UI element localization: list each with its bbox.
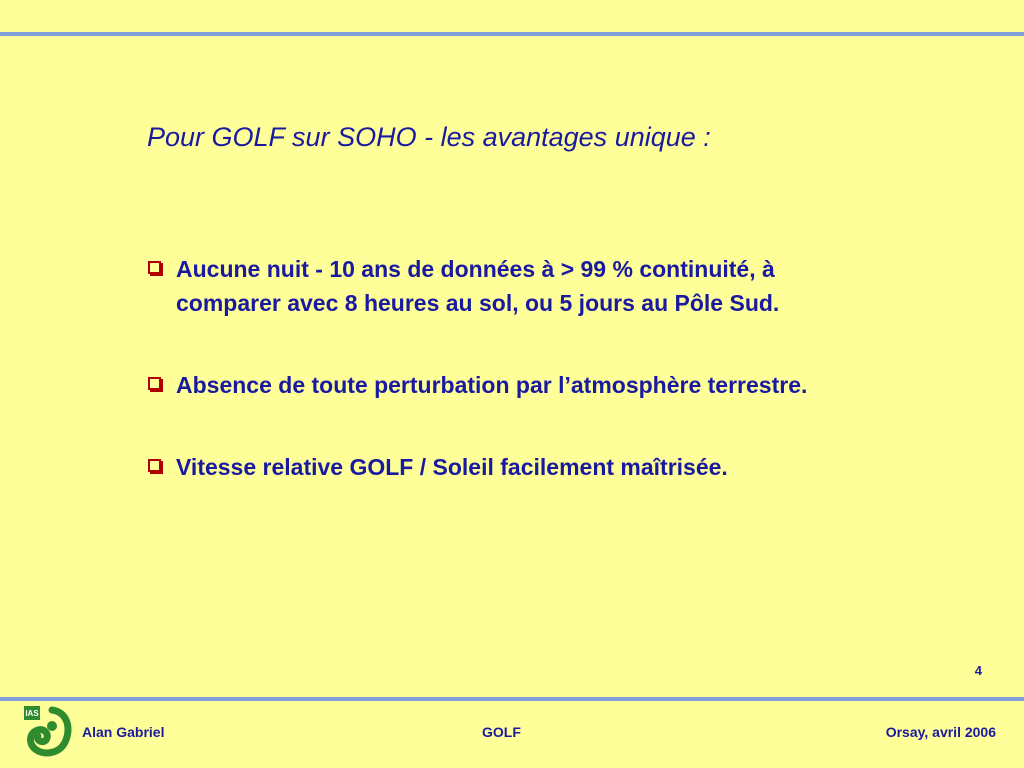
bullet-item [146,368,866,402]
footer-place-date: Orsay, avril 2006 [885,724,996,740]
bullet-text: Aucune nuit - 10 ans de données à > 99 % continuité, à comparer avec 8 heures au sol, ou 5 jours au Pôle Sud. [176,256,780,316]
slide-title: Pour GOLF sur SOHO - les avantages unique : [147,122,711,152]
bullet-item [146,252,866,320]
top-divider [0,32,1024,36]
bottom-divider [0,697,1024,701]
bullet-text: Absence de toute perturbation par l’atmosphère terrestre. [176,372,808,398]
checkbox-bullet-icon [148,377,161,390]
bullet-text: Vitesse relative GOLF / Soleil facilement maîtrisée. [176,454,728,480]
footer-topic: GOLF [482,724,521,740]
checkbox-bullet-icon [148,261,161,274]
page-number: 4 [974,663,982,678]
bullet-list [146,252,866,484]
footer-author: Alan Gabriel [82,724,165,740]
checkbox-bullet-icon [148,459,161,472]
ias-logo [22,704,74,760]
bullet-item [146,450,866,484]
logo-text: IAS [25,709,39,718]
